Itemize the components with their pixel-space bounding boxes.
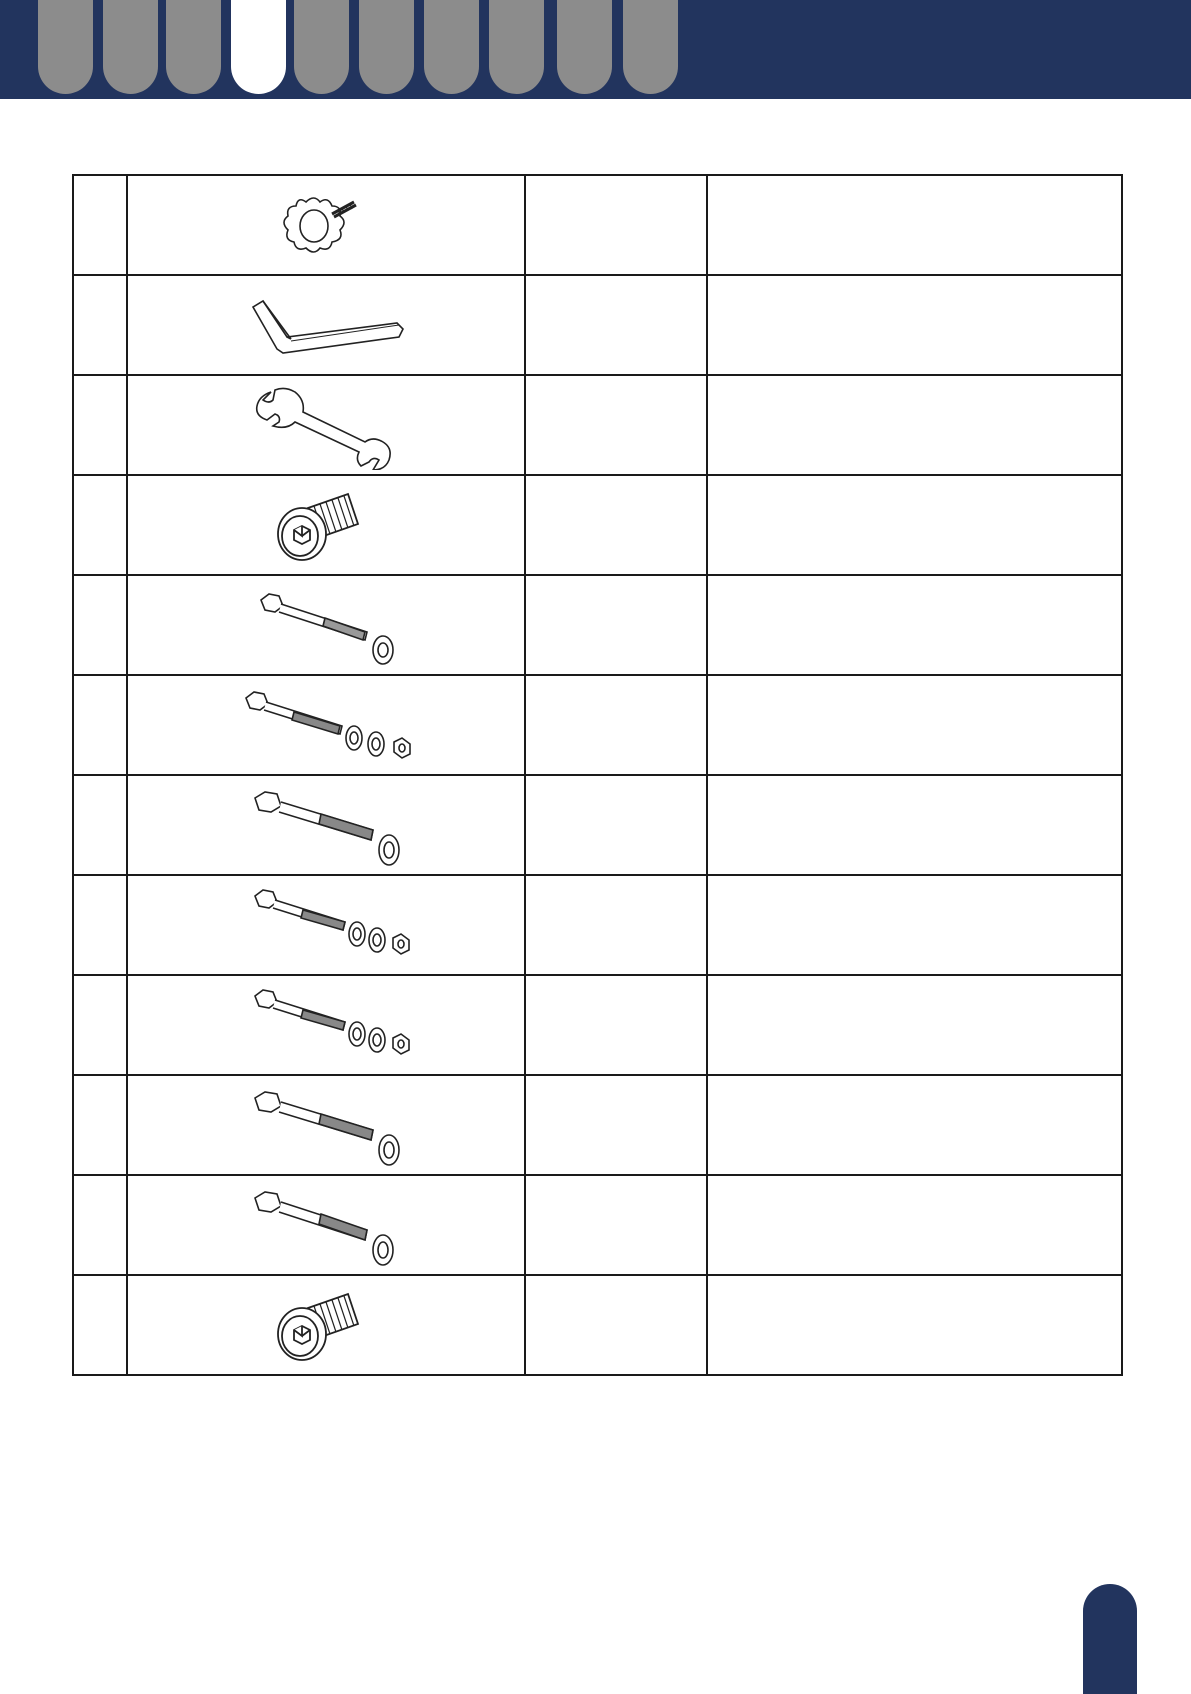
open-end-wrench-icon (241, 380, 411, 470)
parts-table (72, 174, 1123, 1376)
socket-head-bolt-icon (256, 480, 396, 570)
table-row (73, 375, 1122, 475)
chapter-tab-5[interactable] (294, 0, 349, 94)
hex-bolt-washers-nut-icon (241, 980, 411, 1070)
chapter-tab-10[interactable] (623, 0, 678, 94)
part-number-cell (73, 675, 127, 775)
hex-bolt-washers-nut-icon (241, 880, 411, 970)
header-bar (0, 0, 1191, 99)
part-number-cell (73, 1175, 127, 1275)
part-image-cell (127, 375, 525, 475)
hex-bolt-washer-icon (241, 1080, 411, 1170)
part-number-cell (73, 375, 127, 475)
table-row (73, 1075, 1122, 1175)
part-quantity-cell (525, 475, 707, 575)
part-description-cell (707, 475, 1122, 575)
part-image-cell (127, 575, 525, 675)
part-number-cell (73, 475, 127, 575)
part-image-cell (127, 175, 525, 275)
chapter-tab-2[interactable] (103, 0, 158, 94)
part-number-cell (73, 275, 127, 375)
part-number-cell (73, 975, 127, 1075)
part-description-cell (707, 175, 1122, 275)
part-description-cell (707, 1175, 1122, 1275)
chapter-tab-8[interactable] (489, 0, 544, 94)
part-number-cell (73, 875, 127, 975)
table-row (73, 775, 1122, 875)
chapter-tab-1[interactable] (38, 0, 93, 94)
socket-head-bolt-icon (256, 1280, 396, 1370)
part-image-cell (127, 775, 525, 875)
part-quantity-cell (525, 1075, 707, 1175)
chapter-tab-7[interactable] (424, 0, 479, 94)
table-row (73, 675, 1122, 775)
part-number-cell (73, 1275, 127, 1375)
hex-bolt-washer-icon (241, 1180, 411, 1270)
part-description-cell (707, 275, 1122, 375)
part-quantity-cell (525, 875, 707, 975)
part-number-cell (73, 1075, 127, 1175)
star-knob-icon (246, 180, 406, 270)
hex-bolt-washer-icon (241, 580, 411, 670)
part-quantity-cell (525, 975, 707, 1075)
chapter-tab-9[interactable] (557, 0, 612, 94)
table-row (73, 1275, 1122, 1375)
part-quantity-cell (525, 1175, 707, 1275)
table-row (73, 175, 1122, 275)
part-image-cell (127, 975, 525, 1075)
part-description-cell (707, 775, 1122, 875)
part-description-cell (707, 375, 1122, 475)
part-description-cell (707, 575, 1122, 675)
part-quantity-cell (525, 775, 707, 875)
part-quantity-cell (525, 275, 707, 375)
part-image-cell (127, 275, 525, 375)
part-number-cell (73, 175, 127, 275)
part-number-cell (73, 775, 127, 875)
part-quantity-cell (525, 175, 707, 275)
hex-bolt-washer-icon (241, 780, 411, 870)
part-image-cell (127, 875, 525, 975)
table-row (73, 275, 1122, 375)
part-description-cell (707, 675, 1122, 775)
table-row (73, 1175, 1122, 1275)
part-image-cell (127, 1275, 525, 1375)
part-number-cell (73, 575, 127, 675)
part-description-cell (707, 975, 1122, 1075)
part-quantity-cell (525, 675, 707, 775)
table-row (73, 475, 1122, 575)
table-row (73, 975, 1122, 1075)
table-row (73, 575, 1122, 675)
page-number-badge (1083, 1584, 1137, 1694)
part-image-cell (127, 1075, 525, 1175)
chapter-tab-4-active[interactable] (231, 0, 286, 94)
table-row (73, 875, 1122, 975)
part-image-cell (127, 475, 525, 575)
chapter-tab-6[interactable] (359, 0, 414, 94)
part-quantity-cell (525, 575, 707, 675)
part-quantity-cell (525, 375, 707, 475)
part-description-cell (707, 1275, 1122, 1375)
part-image-cell (127, 1175, 525, 1275)
chapter-tab-3[interactable] (166, 0, 221, 94)
part-description-cell (707, 1075, 1122, 1175)
part-description-cell (707, 875, 1122, 975)
allen-key-icon (241, 285, 411, 365)
part-image-cell (127, 675, 525, 775)
hex-bolt-washers-nut-icon (236, 680, 416, 770)
part-quantity-cell (525, 1275, 707, 1375)
